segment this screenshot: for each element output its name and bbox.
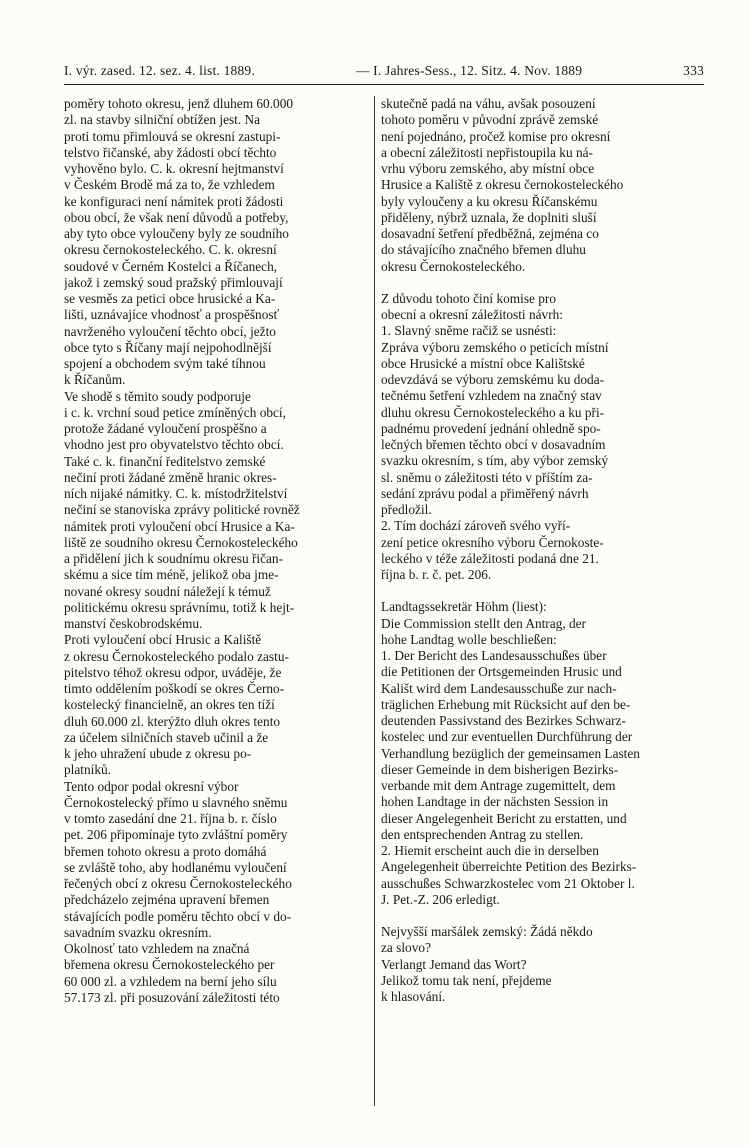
text-line: ních nijaké námitky. C. k. místodržitelství [64, 486, 288, 501]
header-session-german: — I. Jahres-Sess., 12. Sitz. 4. Nov. 1889 [355, 63, 583, 78]
text-line: Zpráva výboru zemského o peticích místní [381, 339, 609, 355]
text-line: nované okresy soudní náležejí k témuž [64, 583, 271, 599]
text-line: die Petitionen der Ortsgemeinden Hrusic und [381, 664, 622, 680]
text-line: k Říčanům. [64, 372, 126, 388]
text-line: a přidělení jich k soudnímu okresu řičan- [64, 551, 284, 566]
text-line: Verhandlung bezüglich der gemeinsamen Lasten [381, 745, 640, 761]
text-line: Angelegenheit überreichte Petition des Bezirks- [381, 859, 637, 875]
paragraph-gap [381, 908, 679, 924]
text-line: dieser Angelegenheit Bericht zu erstatten, und [381, 810, 627, 826]
text-line: v tomto zasedání dne 21. října b. r. číslo [64, 811, 277, 826]
text-line: k jeho uhražení ubude z okresu po- [64, 746, 252, 761]
text-line: obce Hrusické a místní obce Kalištské [381, 355, 585, 371]
text-line: nečiní se stanoviska zprávy politické rovněž [64, 502, 300, 518]
text-line: Tento odpor podal okresní výbor [64, 778, 239, 794]
text-line: břemena okresu Černokosteleckého per [64, 957, 275, 973]
text-line: Jelikož tomu tak není, přejdeme [381, 972, 552, 988]
text-line: hohe Landtag wolle beschließen: [381, 631, 557, 647]
text-line: spojení a obchodem svým také tíhnou [64, 356, 266, 371]
text-line: vhodno jest pro obyvatelstvo těchto obcí. [64, 437, 284, 453]
text-line: vrhu výboru zemského, aby místní obce [381, 161, 595, 176]
text-line: skému a sice tím méně, jelikož oba jme- [64, 567, 279, 583]
text-line: zl. na stavby silniční obtížen jest. Na [64, 112, 261, 128]
text-line: platníků. [64, 762, 111, 778]
text-line: odevzdává se výboru zemskému ku doda- [381, 372, 605, 387]
text-line: ausschußes Schwarzkostelec vom 21 Oktober l. [381, 875, 635, 891]
text-line: Okolnosť tato vzhledem na značná [64, 941, 250, 956]
text-line: aby tyto obce vyloučeny byly ze soudního [64, 226, 289, 241]
text-line: i c. k. vrchní soud petice zmíněných obcí, [64, 404, 286, 420]
text-line: pitelstvo téhož okresu odpor, uváděje, že [64, 664, 282, 680]
text-line: předložil. [381, 502, 432, 517]
text-line: k hlasování. [381, 989, 446, 1004]
text-line: břemen tohoto okresu a proto domáhá [64, 843, 267, 859]
text-line: timto oddělením poškodí se okres Černo- [64, 681, 285, 696]
text-line: okresu Černokosteleckého. [381, 258, 526, 274]
text-line: Ve shodě s těmito soudy podporuje [64, 388, 251, 404]
text-line: 1. Slavný sněme račiž se usnésti: [381, 323, 557, 339]
text-line: Z důvodu tohoto činí komise pro [381, 290, 557, 306]
text-line: 57.173 zl. při posuzování záležitosti této [64, 989, 280, 1005]
text-line: a obecní záležitosti nepřistoupila ku ná- [381, 144, 593, 160]
text-line: ke konfiguraci není námitek proti žádosti [64, 193, 284, 209]
text-line: října b. r. č. pet. 206. [381, 567, 492, 582]
text-line: Landtagssekretär Höhm (liest): [381, 599, 547, 615]
text-line: leckého v téže záležitosti podaná dne 21. [381, 550, 599, 566]
text-line: se vesměs za petici obce hrusické a Ka- [64, 291, 276, 306]
text-line: svazku okresním, s tím, aby výbor zemský [381, 453, 609, 469]
right-column [374, 96, 685, 1106]
text-line: tečnému šetření vzhledem na značný stav [381, 388, 602, 404]
text-line: soudové v Černém Kostelci a Říčanech, [64, 258, 278, 274]
text-line: Nejvyšší maršálek zemský: Žádá někdo [381, 924, 593, 939]
text-line: liště ze soudního okresu Černokosteleckého [64, 534, 298, 550]
text-line: Také c. k. finanční ředitelstvo zemské [64, 453, 266, 469]
page-header [64, 63, 704, 85]
text-line: hohen Landtage in der nächsten Session in [381, 794, 609, 810]
text-line: 2. Hiemit erscheint auch die in derselben [381, 843, 599, 858]
text-columns [64, 96, 704, 1106]
text-line: v Českém Brodě má za to, že vzhledem [64, 177, 275, 193]
text-line: padnému provedení jednání ohledně spo- [381, 420, 601, 436]
text-line: den entsprechenden Antrag zu stellen. [381, 826, 584, 842]
left-column [64, 96, 374, 1106]
text-line: dieser Gemeinde in dem bisherigen Bezirks- [381, 761, 619, 777]
text-line: vyhověno bylo. C. k. okresní hejtmanství [64, 161, 284, 176]
text-line: Černokostelecký přímo u slavného sněmu [64, 794, 288, 810]
text-line: Kališt wird dem Landesausschuße zur nach- [381, 680, 617, 696]
text-line: J. Pet.-Z. 206 erledigt. [381, 891, 500, 907]
text-line: kostelec und zur eventuellen Durchführung der [381, 729, 633, 745]
paragraph-gap [381, 275, 679, 291]
text-line: není pojednáno, pročež komise pro okresní [381, 128, 611, 144]
text-line: okresu černokosteleckého. C. k. okresní [64, 242, 277, 258]
text-line: se zvláště toho, aby hodlanému vyloučení [64, 859, 287, 875]
text-line: lečných břemen těchto obcí v dosavadním [381, 437, 606, 452]
text-line: Verlangt Jemand das Wort? [381, 956, 527, 972]
text-line: lišti, uznávajíce vhodnosť a prospěšnosť [64, 307, 280, 323]
text-line: Proti vyloučení obcí Hrusic a Kaliště [64, 632, 262, 648]
text-line: jakož i zemský soud pražský přimlouvají [64, 274, 283, 290]
text-line: verbande mit dem Antrage zugemittelt, dem [381, 778, 616, 793]
text-line: stávajících podle poměru těchto obcí v do- [64, 908, 292, 924]
text-line: dluhu okresu Černokosteleckého a ku při- [381, 404, 605, 420]
text-line: nečiní proti žádané změně hranic okres- [64, 469, 277, 485]
text-line: pet. 206 připomínaje tyto zvláštní poměry [64, 827, 288, 843]
text-line: byly vyloučeny a ku okresu Říčanskému [381, 193, 598, 209]
paragraph-gap [381, 583, 679, 599]
text-line: přiděleny, nýbrž uznala, že doplniti sluší [381, 209, 597, 225]
text-line: telstvo řičanské, aby žádosti obcí těchto [64, 144, 277, 160]
text-line: 60 000 zl. a vzhledem na berní jeho sílu [64, 973, 277, 989]
text-line: politickému okresu správnímu, totiž k hejt- [64, 599, 295, 615]
text-line: Hrusice a Kaliště z okresu černokosteleckého [381, 177, 624, 193]
text-line: protože žádané vyloučení prospěšno a [64, 421, 267, 436]
text-line: savadním svazku okresním. [64, 924, 212, 940]
text-line: Die Commission stellt den Antrag, der [381, 615, 586, 631]
text-line: kostelecký financielně, an okres ten tíží [64, 697, 275, 713]
text-line: do stávajícího značného břemen dluhu [381, 242, 586, 258]
text-line: za slovo? [381, 940, 431, 956]
text-line: sedání zprávu podal a přiměřený návrh [381, 485, 589, 501]
text-line: navrženého vyloučení těchto obcí, ježto [64, 323, 276, 339]
text-line: träglichen Erhebung mit Rücksicht auf den be- [381, 696, 631, 712]
text-line: 1. Der Bericht des Landesausschußes über [381, 648, 607, 663]
text-line: dosavadní šetření předběžná, zejména co [381, 226, 599, 241]
text-line: deutenden Passivstand des Bezirkes Schwarz- [381, 713, 626, 728]
text-line: manství českobrodskému. [64, 616, 203, 631]
text-line: předcházelo zejména upravení břemen [64, 892, 270, 908]
text-line: obce tyto s Říčany mají nejpohodlnější [64, 339, 272, 355]
text-line: 2. Tím dochází zároveň svého vyří- [381, 518, 571, 534]
text-line: sl. sněmu o záležitosti této v příštím za- [381, 469, 593, 485]
text-line: skutečně padá na váhu, avšak posouzení [381, 96, 596, 111]
text-line: obou obcí, že však není důvodů a potřeby, [64, 209, 289, 225]
text-line: z okresu Černokosteleckého podalo zastu- [64, 648, 289, 664]
text-line: poměry tohoto okresu, jenž dluhem 60.000 [64, 96, 294, 111]
text-line: proti tomu přimlouvá se okresní zastupi- [64, 128, 281, 144]
text-line: za účelem silničních staveb učinil a že [64, 729, 269, 745]
text-line: tohoto poměru v původní zprávě zemské [381, 112, 599, 128]
text-line: zení petice okresního výboru Černokoste- [381, 534, 604, 550]
text-line: řečených obcí z okresu Černokosteleckého [64, 876, 292, 891]
text-line: dluh 60.000 zl. kterýžto dluh okres tento [64, 713, 281, 729]
text-line: námitek proti vyloučení obcí Hrusice a Ka- [64, 518, 295, 534]
header-session-czech: I. výr. zased. 12. sez. 4. list. 1889. [64, 63, 255, 78]
page-number: 333 [683, 63, 704, 78]
text-line: obecní a okresní záležitosti návrh: [381, 307, 564, 322]
